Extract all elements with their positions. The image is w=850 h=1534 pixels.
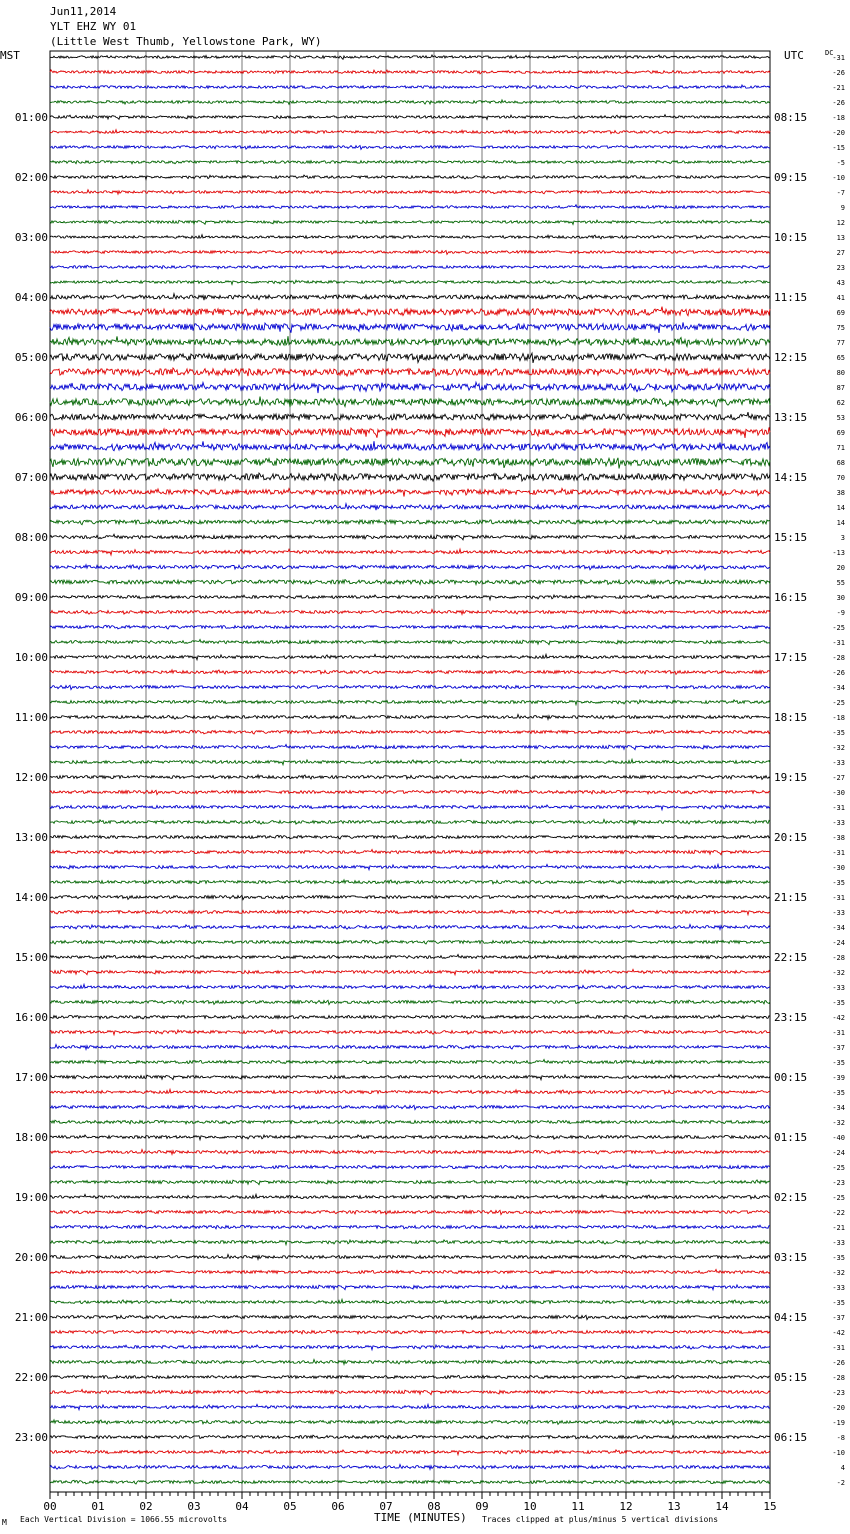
seismic-trace bbox=[50, 1120, 770, 1124]
right-hour-label: 16:15 bbox=[774, 591, 808, 604]
dc-offset-label: -30 bbox=[832, 789, 845, 797]
seismic-trace bbox=[50, 473, 770, 481]
seismic-trace bbox=[50, 1285, 770, 1290]
dc-offset-label: -33 bbox=[832, 1239, 845, 1247]
seismic-trace bbox=[50, 1376, 770, 1379]
dc-offset-label: -35 bbox=[832, 1089, 845, 1097]
right-hour-label: 06:15 bbox=[774, 1431, 808, 1444]
seismic-trace bbox=[50, 1150, 770, 1155]
seismic-trace bbox=[50, 294, 770, 300]
dc-offset-label: -20 bbox=[832, 1404, 845, 1412]
seismic-trace bbox=[50, 1015, 770, 1019]
right-hour-label: 02:15 bbox=[774, 1191, 808, 1204]
seismic-trace bbox=[50, 55, 770, 59]
seismic-trace bbox=[50, 835, 770, 839]
seismic-trace bbox=[50, 685, 770, 689]
right-hour-label: 22:15 bbox=[774, 951, 808, 964]
dc-offset-label: -31 bbox=[832, 1344, 845, 1352]
x-tick-label: 02 bbox=[139, 1500, 153, 1513]
right-hour-label: 04:15 bbox=[774, 1311, 808, 1324]
right-hour-label: 11:15 bbox=[774, 291, 808, 304]
seismic-trace bbox=[50, 1060, 770, 1064]
dc-offset-label: 14 bbox=[836, 504, 845, 512]
dc-offset-label: 68 bbox=[836, 459, 845, 467]
right-hour-label: 01:15 bbox=[774, 1131, 808, 1144]
dc-offset-label: 69 bbox=[836, 429, 845, 437]
dc-offset-label: -20 bbox=[832, 129, 845, 137]
dc-offset-label: -33 bbox=[832, 909, 845, 917]
seismic-trace bbox=[50, 534, 770, 540]
seismic-trace bbox=[50, 1030, 770, 1035]
seismic-trace bbox=[50, 489, 770, 497]
left-hour-label: 03:00 bbox=[14, 231, 48, 244]
dc-offset-label: -18 bbox=[832, 114, 845, 122]
right-hour-label: 08:15 bbox=[774, 111, 808, 124]
seismic-trace bbox=[50, 190, 770, 194]
seismic-trace bbox=[50, 1135, 770, 1140]
seismic-trace bbox=[50, 730, 770, 734]
seismic-trace bbox=[50, 1345, 770, 1350]
seismic-trace bbox=[50, 1074, 770, 1079]
dc-offset-label: -31 bbox=[832, 1029, 845, 1037]
seismic-trace bbox=[50, 940, 770, 944]
right-hour-label: 10:15 bbox=[774, 231, 808, 244]
seismic-trace bbox=[50, 700, 770, 705]
seismic-trace bbox=[50, 1225, 770, 1229]
dc-offset-label: -33 bbox=[832, 984, 845, 992]
dc-offset-label: -28 bbox=[832, 954, 845, 962]
x-tick-label: 13 bbox=[667, 1500, 681, 1513]
right-hour-label: 05:15 bbox=[774, 1371, 808, 1384]
dc-offset-label: -32 bbox=[832, 744, 845, 752]
left-hour-label: 12:00 bbox=[14, 771, 48, 784]
seismic-trace bbox=[50, 382, 770, 393]
dc-offset-label: 4 bbox=[840, 1464, 845, 1472]
dc-offset-label: 53 bbox=[836, 414, 845, 422]
seismic-trace bbox=[50, 880, 770, 884]
seismic-trace bbox=[50, 925, 770, 930]
dc-offset-label: -34 bbox=[832, 924, 845, 932]
dc-offset-label: -28 bbox=[832, 1374, 845, 1382]
x-tick-label: 07 bbox=[379, 1500, 393, 1513]
right-hour-label: 19:15 bbox=[774, 771, 808, 784]
dc-offset-label: -13 bbox=[832, 549, 845, 557]
station-location: (Little West Thumb, Yellowstone Park, WY) bbox=[50, 35, 322, 48]
x-tick-label: 05 bbox=[283, 1500, 297, 1513]
seismic-trace bbox=[50, 397, 770, 408]
seismic-trace bbox=[50, 910, 770, 915]
seismic-trace bbox=[50, 1194, 770, 1199]
dc-offset-label: 3 bbox=[840, 534, 845, 542]
seismic-trace bbox=[50, 549, 770, 555]
dc-offset-label: -15 bbox=[832, 144, 845, 152]
seismic-trace bbox=[50, 1210, 770, 1214]
left-hour-label: 19:00 bbox=[14, 1191, 48, 1204]
left-hour-label: 01:00 bbox=[14, 111, 48, 124]
seismic-trace bbox=[50, 1404, 770, 1409]
dc-offset-label: -34 bbox=[832, 684, 845, 692]
seismic-trace bbox=[50, 1465, 770, 1470]
seismic-trace bbox=[50, 130, 770, 134]
dc-offset-label: 38 bbox=[836, 489, 845, 497]
left-hour-label: 10:00 bbox=[14, 651, 48, 664]
seismic-trace bbox=[50, 1045, 770, 1050]
dc-offset-label: 77 bbox=[836, 339, 845, 347]
dc-offset-label: 9 bbox=[840, 204, 845, 212]
dc-offset-label: -33 bbox=[832, 759, 845, 767]
left-hour-label: 22:00 bbox=[14, 1371, 48, 1384]
dc-offset-label: -10 bbox=[832, 1449, 845, 1457]
seismic-trace bbox=[50, 220, 770, 225]
dc-offset-label: -35 bbox=[832, 879, 845, 887]
seismic-trace bbox=[50, 580, 770, 585]
dc-offset-label: -33 bbox=[832, 819, 845, 827]
dc-label: DC bbox=[825, 49, 834, 57]
seismic-trace bbox=[50, 504, 770, 510]
seismic-trace bbox=[50, 820, 770, 825]
left-hour-label: 17:00 bbox=[14, 1071, 48, 1084]
seismic-trace bbox=[50, 984, 770, 989]
x-tick-label: 14 bbox=[715, 1500, 729, 1513]
seismic-trace bbox=[50, 745, 770, 750]
dc-offset-label: -39 bbox=[832, 1074, 845, 1082]
dc-offset-label: -19 bbox=[832, 1419, 845, 1427]
station-id: YLT EHZ WY 01 bbox=[50, 20, 137, 33]
left-hour-label: 14:00 bbox=[14, 891, 48, 904]
dc-offset-label: -9 bbox=[836, 609, 845, 617]
seismic-trace bbox=[50, 1105, 770, 1109]
seismic-trace bbox=[50, 654, 770, 659]
dc-offset-label: -24 bbox=[832, 939, 845, 947]
dc-offset-label: -37 bbox=[832, 1314, 845, 1322]
right-hour-label: 14:15 bbox=[774, 471, 808, 484]
x-tick-label: 15 bbox=[763, 1500, 777, 1513]
dc-offset-label: 75 bbox=[836, 324, 845, 332]
seismic-trace bbox=[50, 1390, 770, 1395]
dc-offset-label: -25 bbox=[832, 624, 845, 632]
dc-offset-label: -18 bbox=[832, 714, 845, 722]
dc-offset-label: -23 bbox=[832, 1389, 845, 1397]
x-axis-title: TIME (MINUTES) bbox=[374, 1511, 467, 1524]
left-hour-label: 16:00 bbox=[14, 1011, 48, 1024]
x-tick-label: 11 bbox=[571, 1500, 585, 1513]
clip-note: Traces clipped at plus/minus 5 vertical divisions bbox=[482, 1515, 719, 1524]
dc-offset-label: 71 bbox=[836, 444, 845, 452]
seismic-trace bbox=[50, 1315, 770, 1319]
dc-offset-label: -26 bbox=[832, 69, 845, 77]
seismic-trace bbox=[50, 864, 770, 869]
dc-offset-label: -35 bbox=[832, 729, 845, 737]
dc-offset-label: -35 bbox=[832, 1059, 845, 1067]
right-hour-label: 13:15 bbox=[774, 411, 808, 424]
dc-offset-label: 20 bbox=[836, 564, 845, 572]
corner-mark: M bbox=[2, 1518, 7, 1527]
dc-offset-label: -31 bbox=[832, 804, 845, 812]
seismic-trace bbox=[50, 1299, 770, 1304]
dc-offset-label: 87 bbox=[836, 384, 845, 392]
seismic-trace bbox=[50, 175, 770, 179]
left-hour-label: 15:00 bbox=[14, 951, 48, 964]
dc-offset-label: -32 bbox=[832, 1119, 845, 1127]
seismic-trace bbox=[50, 969, 770, 974]
dc-offset-label: 13 bbox=[836, 234, 845, 242]
seismic-trace bbox=[50, 1450, 770, 1455]
x-tick-label: 01 bbox=[91, 1500, 105, 1513]
seismic-trace bbox=[50, 1165, 770, 1169]
left-hour-label: 18:00 bbox=[14, 1131, 48, 1144]
seismic-trace bbox=[50, 775, 770, 780]
dc-offset-label: -24 bbox=[832, 1149, 845, 1157]
left-hour-label: 11:00 bbox=[14, 711, 48, 724]
dc-offset-label: -35 bbox=[832, 1254, 845, 1262]
seismic-trace bbox=[50, 322, 770, 333]
dc-offset-label: -10 bbox=[832, 174, 845, 182]
dc-offset-label: -28 bbox=[832, 654, 845, 662]
dc-offset-label: -32 bbox=[832, 969, 845, 977]
left-hour-label: 06:00 bbox=[14, 411, 48, 424]
seismic-trace bbox=[50, 427, 770, 438]
dc-offset-label: 80 bbox=[836, 369, 845, 377]
dc-offset-label: 55 bbox=[836, 579, 845, 587]
dc-offset-label: -32 bbox=[832, 1269, 845, 1277]
seismic-trace bbox=[50, 1420, 770, 1425]
seismic-trace bbox=[50, 1480, 770, 1484]
dc-offset-label: -26 bbox=[832, 669, 845, 677]
dc-offset-label: -2 bbox=[836, 1479, 845, 1487]
x-tick-label: 09 bbox=[475, 1500, 489, 1513]
dc-offset-label: -26 bbox=[832, 99, 845, 107]
left-hour-label: 21:00 bbox=[14, 1311, 48, 1324]
dc-offset-label: 69 bbox=[836, 309, 845, 317]
left-timezone-label: MST bbox=[0, 49, 20, 62]
dc-offset-label: -25 bbox=[832, 699, 845, 707]
seismic-trace bbox=[50, 595, 770, 600]
left-hour-label: 23:00 bbox=[14, 1431, 48, 1444]
dc-offset-label: -31 bbox=[832, 639, 845, 647]
seismic-trace bbox=[50, 441, 770, 451]
dc-offset-label: -38 bbox=[832, 834, 845, 842]
right-hour-label: 21:15 bbox=[774, 891, 808, 904]
dc-offset-label: -30 bbox=[832, 864, 845, 872]
seismic-trace bbox=[50, 368, 770, 376]
seismic-trace bbox=[50, 565, 770, 570]
seismic-trace bbox=[50, 759, 770, 764]
dc-offset-label: -25 bbox=[832, 1194, 845, 1202]
dc-offset-label: -35 bbox=[832, 999, 845, 1007]
seismic-trace bbox=[50, 100, 770, 104]
seismic-trace bbox=[50, 265, 770, 268]
dc-offset-label: -34 bbox=[832, 1104, 845, 1112]
dc-offset-label: -21 bbox=[832, 1224, 845, 1232]
x-tick-label: 08 bbox=[427, 1500, 441, 1513]
seismic-trace bbox=[50, 70, 770, 74]
left-hour-label: 08:00 bbox=[14, 531, 48, 544]
left-hour-label: 05:00 bbox=[14, 351, 48, 364]
left-hour-label: 09:00 bbox=[14, 591, 48, 604]
seismic-trace bbox=[50, 412, 770, 420]
seismic-trace bbox=[50, 85, 770, 88]
seismic-trace bbox=[50, 145, 770, 149]
dc-offset-label: -23 bbox=[832, 1179, 845, 1187]
dc-offset-label: -7 bbox=[836, 189, 845, 197]
dc-offset-label: 23 bbox=[836, 264, 845, 272]
dc-offset-label: -26 bbox=[832, 1359, 845, 1367]
right-hour-label: 18:15 bbox=[774, 711, 808, 724]
dc-offset-label: 27 bbox=[836, 249, 845, 257]
seismic-trace bbox=[50, 670, 770, 675]
seismic-trace bbox=[50, 1180, 770, 1185]
right-hour-label: 23:15 bbox=[774, 1011, 808, 1024]
left-hour-label: 07:00 bbox=[14, 471, 48, 484]
right-hour-label: 03:15 bbox=[774, 1251, 808, 1264]
x-tick-label: 00 bbox=[43, 1500, 57, 1513]
x-tick-label: 04 bbox=[235, 1500, 249, 1513]
left-hour-label: 02:00 bbox=[14, 171, 48, 184]
scale-note: Each Vertical Division = 1066.55 microvolts bbox=[20, 1515, 228, 1524]
x-tick-label: 03 bbox=[187, 1500, 201, 1513]
dc-offset-label: -22 bbox=[832, 1209, 845, 1217]
left-hour-label: 20:00 bbox=[14, 1251, 48, 1264]
dc-offset-label: 14 bbox=[836, 519, 845, 527]
seismic-trace bbox=[50, 640, 770, 645]
seismic-trace bbox=[50, 235, 770, 239]
dc-offset-label: -31 bbox=[832, 54, 845, 62]
dc-offset-label: -5 bbox=[836, 159, 845, 167]
seismic-trace bbox=[50, 115, 770, 120]
right-hour-label: 20:15 bbox=[774, 831, 808, 844]
dc-offset-label: 12 bbox=[836, 219, 845, 227]
x-tick-label: 10 bbox=[523, 1500, 537, 1513]
chart-date: Jun11,2014 bbox=[50, 5, 117, 18]
x-tick-label: 06 bbox=[331, 1500, 345, 1513]
seismic-trace bbox=[50, 1000, 770, 1004]
seismic-trace bbox=[50, 520, 770, 525]
left-hour-label: 04:00 bbox=[14, 291, 48, 304]
right-hour-label: 12:15 bbox=[774, 351, 808, 364]
seismic-trace bbox=[50, 625, 770, 629]
seismic-trace bbox=[50, 458, 770, 469]
seismic-trace bbox=[50, 280, 770, 284]
seismic-trace bbox=[50, 610, 770, 615]
seismic-trace bbox=[50, 1330, 770, 1334]
seismic-trace bbox=[50, 895, 770, 899]
dc-offset-label: 41 bbox=[836, 294, 845, 302]
left-hour-label: 13:00 bbox=[14, 831, 48, 844]
dc-offset-label: -40 bbox=[832, 1134, 845, 1142]
dc-offset-label: 30 bbox=[836, 594, 845, 602]
seismic-trace bbox=[50, 1255, 770, 1260]
dc-offset-label: -37 bbox=[832, 1044, 845, 1052]
dc-offset-label: 65 bbox=[836, 354, 845, 362]
right-hour-label: 17:15 bbox=[774, 651, 808, 664]
right-hour-label: 00:15 bbox=[774, 1071, 808, 1084]
seismic-trace bbox=[50, 850, 770, 855]
seismic-trace bbox=[50, 205, 770, 209]
dc-offset-label: -31 bbox=[832, 894, 845, 902]
seismic-trace bbox=[50, 790, 770, 794]
dc-offset-label: -21 bbox=[832, 84, 845, 92]
dc-offset-label: -33 bbox=[832, 1284, 845, 1292]
dc-offset-label: -42 bbox=[832, 1014, 845, 1022]
seismic-trace bbox=[50, 955, 770, 959]
seismic-trace bbox=[50, 1360, 770, 1365]
seismic-trace bbox=[50, 1270, 770, 1274]
dc-offset-label: -8 bbox=[836, 1434, 845, 1442]
right-timezone-label: UTC bbox=[784, 49, 804, 62]
seismic-trace bbox=[50, 1435, 770, 1439]
seismic-trace bbox=[50, 1089, 770, 1094]
seismic-trace bbox=[50, 336, 770, 346]
seismic-trace bbox=[50, 160, 770, 164]
seismic-trace bbox=[50, 251, 770, 255]
dc-offset-label: -25 bbox=[832, 1164, 845, 1172]
seismic-trace bbox=[50, 353, 770, 363]
dc-offset-label: -31 bbox=[832, 849, 845, 857]
seismic-trace bbox=[50, 805, 770, 810]
dc-offset-label: -27 bbox=[832, 774, 845, 782]
dc-offset-label: 43 bbox=[836, 279, 845, 287]
right-hour-label: 15:15 bbox=[774, 531, 808, 544]
dc-offset-label: 62 bbox=[836, 399, 845, 407]
right-hour-label: 09:15 bbox=[774, 171, 808, 184]
seismic-trace bbox=[50, 1240, 770, 1245]
dc-offset-label: 70 bbox=[836, 474, 845, 482]
seismic-trace bbox=[50, 715, 770, 720]
seismic-trace bbox=[50, 307, 770, 316]
dc-offset-label: -42 bbox=[832, 1329, 845, 1337]
dc-offset-label: -35 bbox=[832, 1299, 845, 1307]
x-tick-label: 12 bbox=[619, 1500, 633, 1513]
